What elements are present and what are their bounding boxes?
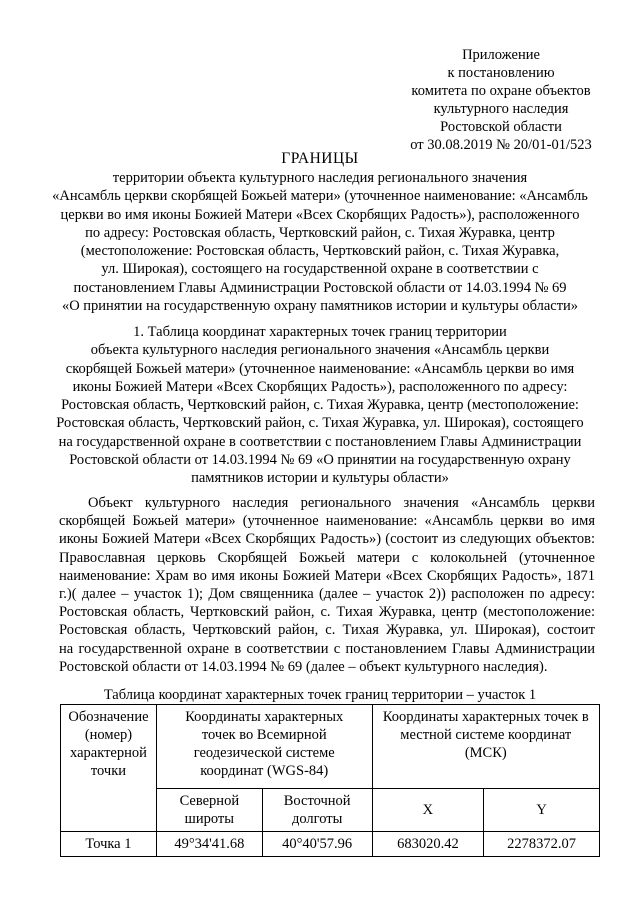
section-heading	[40, 323, 600, 488]
paragraph-line: Ростовская область, Чертковский район, с. Тихая Журавка, ул. Широкая), состоит	[59, 622, 595, 639]
header-wgs84	[156, 705, 372, 789]
header-text: координат (WGS-84)	[200, 763, 329, 779]
header-text: широты	[184, 811, 234, 827]
header-text: (МСК)	[464, 745, 507, 761]
paragraph-line: Православная церковь Скорбящей Божьей матери с колокольней (уточненное	[59, 549, 595, 566]
table-header-row	[61, 705, 600, 789]
cell-longitude: 40°40'57.96	[262, 832, 372, 857]
appendix-line: культурного наследия	[433, 101, 569, 117]
subtitle-line: «Ансамбль церкви скорбящей Божьей матери» (уточненное наименование: «Ансамбль	[52, 188, 588, 205]
header-text: (номер)	[84, 727, 133, 743]
header-msk	[372, 705, 599, 789]
paragraph-line: Ростовская область, Чертковский район, с. Тихая Журавка, центр (местоположение:	[59, 604, 595, 621]
table-caption: Таблица координат характерных точек границ территории – участок 1	[103, 687, 537, 703]
paragraph-line: наименование: Храм во имя иконы Божией Матери «Всех Скорбящих Радость», 1871	[59, 567, 595, 584]
coordinates-table	[60, 704, 600, 857]
appendix-line: от 30.08.2019 № 20/01-01/523	[410, 137, 592, 153]
cell-latitude: 49°34'41.68	[156, 832, 262, 857]
paragraph-line: Ростовской области от 14.03.1994 № 69 (далее – объект культурного наследия).	[59, 658, 548, 675]
appendix-line: комитета по охране объектов	[411, 83, 591, 99]
header-text: геодезической системе	[193, 745, 335, 761]
subtitle-line: ул. Широкая), состоящего на государственной охране в соответствии с	[101, 261, 539, 278]
section-heading-line: на государственной охране в соответствии с постановлением Главы Администрации	[58, 433, 582, 450]
appendix-line: Ростовской области	[440, 119, 562, 135]
header-text: характерной	[70, 745, 147, 761]
paragraph-line: Объект культурного наследия регионального значения «Ансамбль церкви	[88, 495, 595, 511]
header-point-designation	[61, 705, 157, 832]
document-subtitle	[40, 169, 600, 315]
header-text: местной системе координат	[400, 727, 572, 743]
header-y: Y	[484, 789, 600, 832]
section-heading-line: Ростовская область, Чертковский район, с. Тихая Журавка, ул. Широкая), состоящего	[56, 415, 584, 432]
header-text: Координаты характерных точек в	[382, 709, 589, 725]
header-text: Северной	[179, 793, 240, 809]
appendix-line: к постановлению	[447, 65, 555, 81]
subtitle-line: церкви во имя иконы Божией Матери «Всех Скорбящих Радость»), расположенного	[60, 206, 580, 223]
subtitle-line: по адресу: Ростовская область, Чертковский район, с. Тихая Журавка, центр	[85, 224, 555, 241]
body-paragraph	[59, 494, 595, 676]
paragraph-line: скорбящей Божьей матери» (уточненное наименование: «Ансамбль церкви во имя	[59, 513, 595, 530]
cell-x: 683020.42	[372, 832, 484, 857]
paragraph-line: г.)( далее – участок 1); Дом священника (далее – участок 2)) расположен по адресу:	[59, 586, 595, 603]
header-text: точки	[90, 763, 127, 779]
subtitle-line: (местоположение: Ростовская область, Чертковский район, с. Тихая Журавка,	[80, 243, 560, 260]
subtitle-line: постановлением Главы Администрации Ростовской области от 14.03.1994 № 69	[73, 279, 567, 296]
header-text: Восточной	[283, 793, 351, 809]
paragraph-line: на государственной охране в соответствии с постановлением Главы Администрации	[59, 640, 595, 657]
section-heading-line: иконы Божией Матери «Всех Скорбящих Радость»), расположенного по адресу:	[72, 378, 568, 395]
paragraph-line: иконы Божией Матери «Всех Скорбящих Радость») (состоит из следующих объектов:	[59, 531, 595, 548]
appendix-block	[396, 46, 606, 154]
table-row	[61, 832, 600, 857]
header-text: Координаты характерных	[185, 709, 344, 725]
section-heading-line: памятников истории и культуры области»	[191, 470, 449, 487]
section-heading-line: Ростовская область, Чертковский район, с. Тихая Журавка, центр (местоположение:	[61, 397, 579, 414]
section-heading-line: 1. Таблица координат характерных точек границ территории	[133, 324, 507, 340]
section-heading-line: Ростовской области от 14.03.1994 № 69 «О принятии на государственную охрану	[69, 452, 571, 469]
subtitle-line: «О принятии на государственную охрану памятников истории и культуры области»	[61, 298, 579, 315]
section-heading-line: объекта культурного наследия регионального значения «Ансамбль церкви	[90, 342, 550, 359]
header-x: X	[372, 789, 484, 832]
cell-y: 2278372.07	[484, 832, 600, 857]
section-heading-line: скорбящей Божьей матери» (уточненное наименование: «Ансамбль церкви во имя	[65, 360, 575, 377]
header-text: долготы	[291, 811, 343, 827]
header-north-latitude	[156, 789, 262, 832]
document-title: ГРАНИЦЫ	[281, 150, 359, 167]
header-text: Обозначение	[68, 709, 149, 725]
header-east-longitude	[262, 789, 372, 832]
header-text: точек во Всемирной	[201, 727, 327, 743]
appendix-line: Приложение	[462, 47, 540, 63]
subtitle-line: территории объекта культурного наследия регионального значения	[112, 170, 528, 186]
cell-point: Точка 1	[61, 832, 157, 857]
